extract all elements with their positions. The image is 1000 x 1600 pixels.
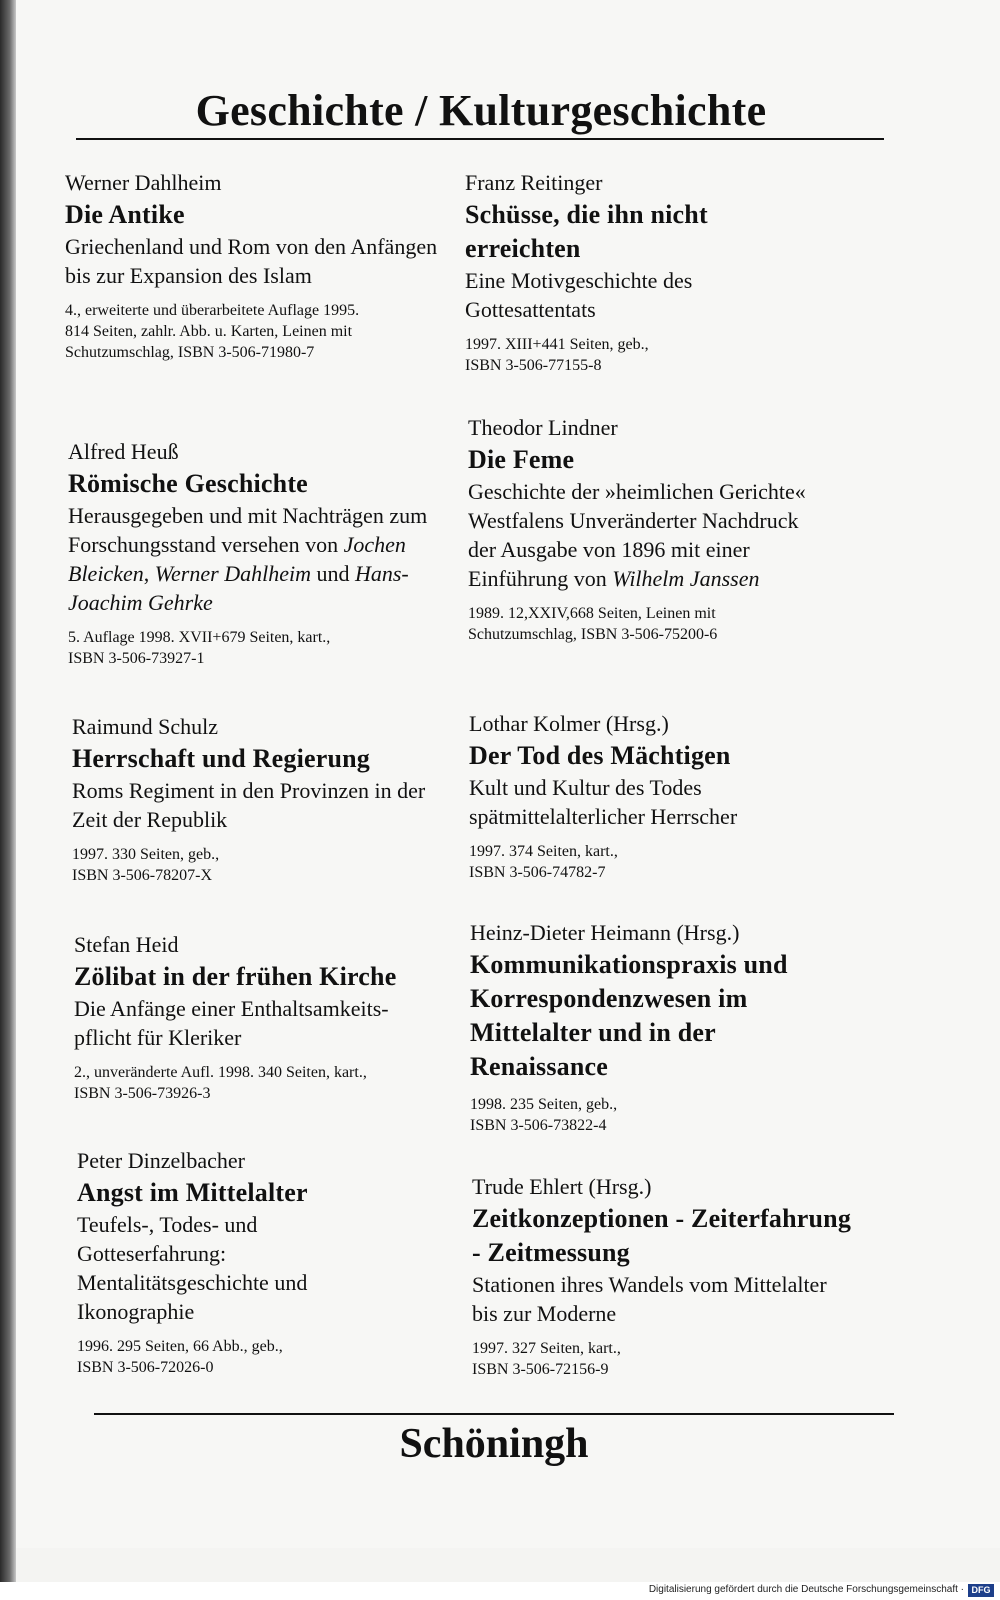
book-entry-kolmer — [469, 709, 799, 883]
book-subtitle: Griechenland und Rom von den Anfängen bis zur Expansion des Islam — [65, 234, 438, 288]
book-title: Die Antike — [65, 200, 185, 229]
book-meta-line: 1996. 295 Seiten, 66 Abb., geb., — [77, 1338, 283, 1355]
book-meta-line: ISBN 3-506-73927-1 — [68, 650, 205, 667]
book-entry-dahlheim — [65, 168, 445, 363]
subtitle-text: , — [143, 561, 155, 586]
book-title: Angst im Mittelalter — [77, 1178, 308, 1207]
book-meta-line: 1997. XIII+441 Seiten, geb., — [465, 336, 649, 353]
book-meta-line: 1997. 374 Seiten, kart., — [469, 843, 618, 860]
book-meta-line: 1989. 12,XXIV,668 Seiten, Leinen mit — [468, 605, 716, 622]
digitization-credit: Digitalisierung gefördert durch die Deutsche Forschungsgemeinschaft · — [648, 1584, 964, 1595]
book-entry-dinzelbacher — [77, 1146, 377, 1378]
book-title: Die Feme — [468, 445, 575, 474]
publisher-rule — [94, 1413, 894, 1415]
book-meta-line: ISBN 3-506-78207-X — [72, 867, 212, 884]
book-title: Kommunikationspraxis und Korrespondenzwesen im Mittelalter und in der Renaissance — [470, 950, 788, 1081]
book-author: Franz Reitinger — [465, 170, 603, 195]
editor-name: Hans-Joachim Gehrke — [68, 561, 409, 615]
book-author: Theodor Lindner — [468, 415, 618, 440]
book-meta-line: 1997. 327 Seiten, kart., — [472, 1340, 621, 1357]
book-subtitle — [68, 501, 438, 617]
book-title: Römische Geschichte — [68, 469, 308, 498]
book-meta — [472, 1338, 852, 1380]
book-meta-line: 4., erweiterte und überarbeitete Auflage 1995. — [65, 302, 360, 319]
book-author: Lothar Kolmer (Hrsg.) — [469, 711, 669, 736]
book-meta-line: ISBN 3-506-72026-0 — [77, 1359, 214, 1376]
book-entry-lindner — [468, 413, 813, 645]
book-author: Trude Ehlert (Hrsg.) — [472, 1174, 652, 1199]
book-title: Schüsse, die ihn nicht erreichten — [465, 200, 708, 263]
book-entry-heimann — [470, 918, 810, 1136]
book-meta — [468, 603, 813, 645]
book-meta-line: ISBN 3-506-73822-4 — [470, 1117, 607, 1134]
book-author: Alfred Heuß — [68, 439, 179, 464]
book-author: Werner Dahlheim — [65, 170, 222, 195]
book-meta-line: Schutzumschlag, ISBN 3-506-75200-6 — [468, 626, 718, 643]
book-meta-line: 1998. 235 Seiten, geb., — [470, 1096, 618, 1113]
book-author: Heinz-Dieter Heimann (Hrsg.) — [470, 920, 740, 945]
editor-name: Werner Dahlheim — [154, 561, 311, 586]
book-entry-schulz — [72, 712, 442, 886]
book-meta — [72, 844, 442, 886]
subtitle-text: Geschichte der »heimlichen Gerichte« Westfalens Unveränderter Nachdruck der Ausgabe von 1896 mit einer Einführung von — [468, 479, 806, 591]
book-entry-ehlert — [472, 1172, 852, 1380]
book-meta-line: 814 Seiten, zahlr. Abb. u. Karten, Leinen mit — [65, 323, 353, 340]
editor-name: Wilhelm Janssen — [612, 566, 760, 591]
page-heading: Geschichte / Kulturgeschichte — [195, 86, 767, 135]
book-subtitle: Teufels-, Todes- und Gotteserfahrung: Mentalitätsgeschichte und Ikonographie — [77, 1212, 308, 1324]
book-subtitle: Die Anfänge einer Enthaltsamkeits-pflicht für Kleriker — [74, 996, 389, 1050]
book-title: Herrschaft und Regierung — [72, 744, 370, 773]
book-entry-heid — [74, 930, 444, 1104]
book-author: Peter Dinzelbacher — [77, 1148, 245, 1173]
book-meta — [77, 1336, 377, 1378]
dfg-logo: DFG — [968, 1584, 994, 1597]
editor-name: Jochen Bleicken — [68, 532, 406, 586]
book-meta — [469, 841, 799, 883]
book-meta — [74, 1062, 444, 1104]
book-meta — [65, 300, 445, 363]
book-meta — [465, 334, 785, 376]
book-subtitle: Stationen ihres Wandels vom Mittelalter bis zur Moderne — [472, 1272, 827, 1326]
book-entry-reitinger — [465, 168, 785, 376]
book-title: Der Tod des Mächtigen — [469, 741, 731, 770]
book-meta-line: ISBN 3-506-74782-7 — [469, 864, 606, 881]
book-meta-line: ISBN 3-506-77155-8 — [465, 357, 602, 374]
book-subtitle: Kult und Kultur des Todes spätmittelalterlicher Herrscher — [469, 775, 738, 829]
book-meta — [470, 1094, 810, 1136]
publisher-name: Schöningh — [399, 1421, 589, 1467]
book-author: Stefan Heid — [74, 932, 179, 957]
book-title: Zölibat in der frühen Kirche — [74, 962, 397, 991]
catalog-page — [16, 0, 1000, 1548]
book-meta-line: 2., unveränderte Aufl. 1998. 340 Seiten, kart., — [74, 1064, 367, 1081]
book-subtitle: Eine Motivgeschichte des Gottesattentats — [465, 268, 693, 322]
book-meta-line: Schutzumschlag, ISBN 3-506-71980-7 — [65, 344, 315, 361]
book-meta-line: 5. Auflage 1998. XVII+679 Seiten, kart., — [68, 629, 331, 646]
book-meta-line: ISBN 3-506-73926-3 — [74, 1085, 211, 1102]
book-author: Raimund Schulz — [72, 714, 219, 739]
subtitle-text: Herausgegeben und mit Nachträgen zum Forschungsstand versehen von — [68, 503, 428, 557]
book-title: Zeitkonzeptionen - Zeiterfahrung - Zeitmessung — [472, 1204, 852, 1267]
heading-rule — [76, 138, 884, 140]
book-meta — [68, 627, 438, 669]
subtitle-text: und — [310, 561, 355, 586]
book-meta-line: 1997. 330 Seiten, geb., — [72, 846, 220, 863]
book-spine-shadow — [0, 0, 16, 1600]
book-entry-heuss — [68, 437, 438, 669]
book-meta-line: ISBN 3-506-72156-9 — [472, 1361, 609, 1378]
book-subtitle: Roms Regiment in den Provinzen in der Zeit der Republik — [72, 778, 426, 832]
book-subtitle — [468, 477, 813, 593]
